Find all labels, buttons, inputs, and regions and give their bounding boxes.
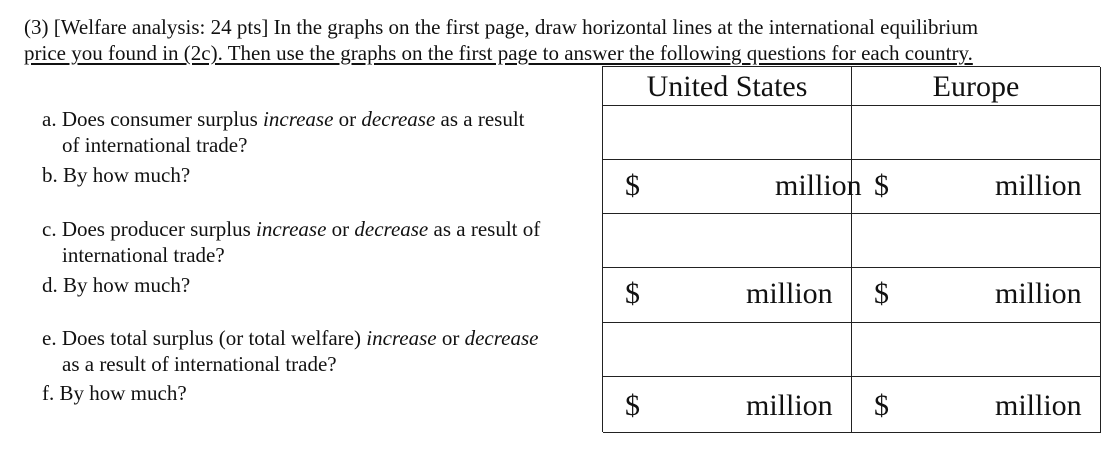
question-b: b. By how much? — [42, 163, 191, 187]
currency-symbol: $ — [625, 389, 640, 422]
unit-label: million — [746, 389, 833, 422]
answer-cell-d-europe[interactable] — [852, 268, 1101, 323]
column-header-united-states: United States — [603, 67, 852, 106]
unit-label: million — [995, 277, 1082, 310]
question-e: e. Does total surplus (or total welfare) increase or decrease as a result of international trade? — [42, 326, 539, 376]
answer-cell-c-europe[interactable] — [852, 214, 1101, 268]
currency-symbol: $ — [874, 277, 889, 310]
question-f: f. By how much? — [42, 381, 187, 405]
unit-label: million — [746, 277, 833, 310]
instructions — [24, 14, 1104, 66]
currency-symbol: $ — [874, 389, 889, 422]
question-c: c. Does producer surplus increase or decrease as a result of international trade? — [42, 217, 541, 267]
answer-cell-e-europe[interactable] — [852, 323, 1101, 377]
unit-label: million — [775, 169, 862, 202]
answer-cell-e-us[interactable] — [603, 323, 852, 377]
currency-symbol: $ — [874, 169, 889, 202]
question-a: a. Does consumer surplus increase or decrease as a result of international trade? — [42, 107, 525, 157]
answer-cell-b-us[interactable] — [603, 160, 862, 214]
question-d: d. By how much? — [42, 273, 191, 297]
answer-cell-f-europe[interactable] — [852, 377, 1101, 433]
answer-cell-a-europe[interactable] — [852, 106, 1101, 160]
currency-symbol: $ — [625, 277, 640, 310]
instructions-line-1: (3) [Welfare analysis: 24 pts] In the graphs on the first page, draw horizontal lines at the international equilibrium — [24, 15, 979, 39]
instructions-line-2: price you found in (2c). Then use the graphs on the first page to answer the following questions for each country. — [24, 41, 973, 65]
answer-cell-c-us[interactable] — [603, 214, 852, 268]
answer-cell-a-us[interactable] — [603, 106, 852, 160]
answer-cell-f-us[interactable] — [603, 377, 852, 433]
currency-symbol: $ — [625, 169, 640, 202]
answer-cell-d-us[interactable] — [603, 268, 852, 323]
column-header-europe: Europe — [852, 67, 1101, 106]
unit-label: million — [995, 169, 1082, 202]
answer-table — [602, 66, 1100, 432]
unit-label: million — [995, 389, 1082, 422]
answer-cell-b-europe[interactable] — [852, 160, 1101, 214]
